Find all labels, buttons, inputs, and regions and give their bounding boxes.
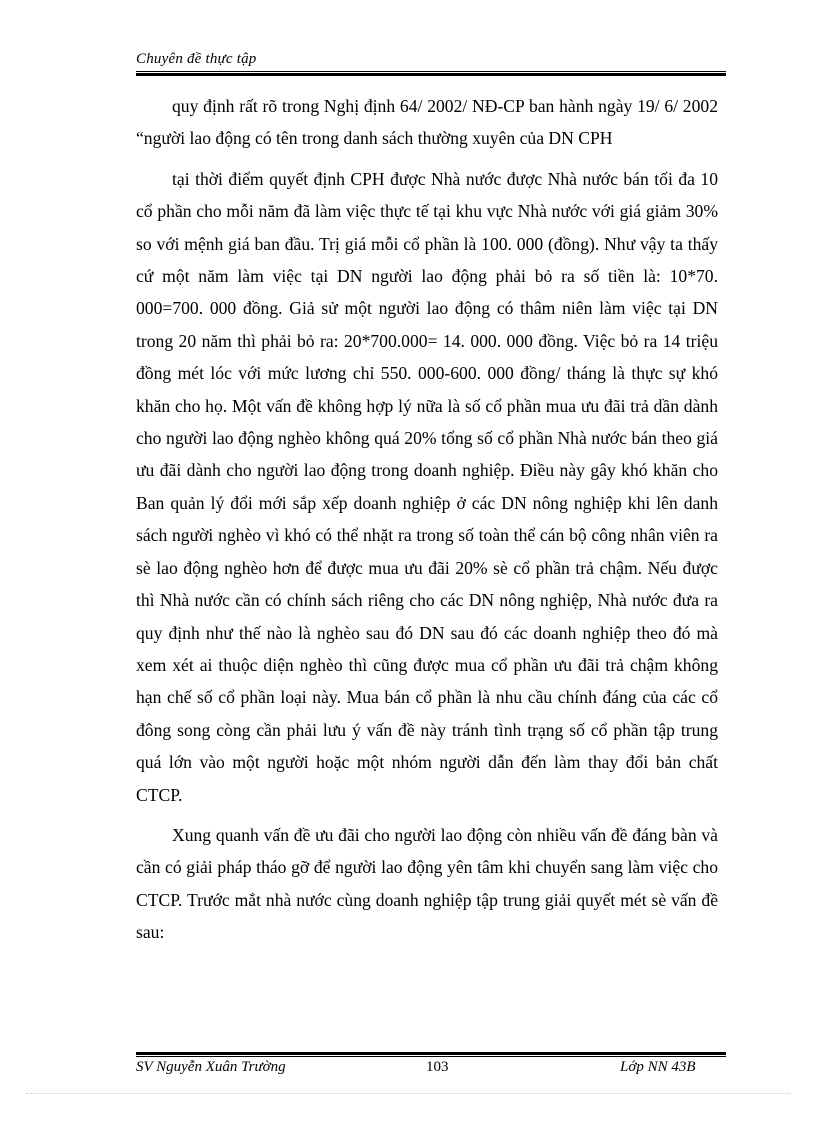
footer-author: SV Nguyễn Xuân Trường [136,1059,286,1075]
paragraph-1: quy định rất rõ trong Nghị định 64/ 2002/ NĐ-CP ban hành ngày 19/ 6/ 2002 “người lao động có tên trong danh sách thường xuyên của DN CPH [136,96,718,149]
footer-rule-thin [136,1056,726,1057]
paragraph-2: tại thời điểm quyết định CPH được Nhà nước được Nhà nước bán tối đa 10 cổ phần cho mỗi năm đã làm việc thực tế tại khu vực Nhà nước với giá giảm 30% so với mệnh giá ban đầu. Trị giá mỗi cổ phần là 100. 000 (đồng). Như vậy ta thấy cứ một năm làm việc tại DN người lao động phải bỏ ra số tiền là: 10*70. 000=700. 000 đồng. Giả sử một người lao động có thâm niên làm việc tại DN trong 20 năm thì phải bỏ ra: 20*700.000= 14. 000. 000 đồng. Việc bỏ ra 14 triệu đồng mét lóc với mức lương chỉ 550. 000-600. 000 đồng/ tháng là thực sự khó khăn cho họ. Một vấn đề không hợp lý nữa là số cổ phần mua ưu đãi trả dần dành cho người lao động nghèo không quá 20% tổng số cổ phần Nhà nước bán theo giá ưu đãi dành cho người lao động trong doanh nghiệp. Điều này gây khó khăn cho Ban quản lý đổi mới sắp xếp doanh nghiệp ở các DN nông nghiệp khi lên danh sách người nghèo vì khó có thể nhặt ra trong số toàn thể cán bộ công nhân viên ra sè lao động nghèo hơn để được mua ưu đãi 20% sè cổ phần trả chậm. Nếu được thì Nhà nước cần có chính sách riêng cho các DN nông nghiệp, Nhà nước đưa ra quy định như thế nào là nghèo sau đó DN sau đó các doanh nghiệp theo đó mà xem xét ai thuộc diện nghèo thì cũng được mua cổ phần ưu đãi trả chậm không hạn chế số cổ phần loại này. Mua bán cổ phần là nhu cầu chính đáng của các cổ đông song còng cần phải lưu ý vấn đề này tránh tình trạng số cổ phần tập trung quá lớn vào một người hoặc một nhóm người dẫn đến làm thay đổi bản chất CTCP. [136,168,718,805]
footer-rule-thick [136,1052,726,1055]
footer-class-label: Lớp NN 43B [620,1059,696,1075]
header-rule-thin [136,71,726,72]
footer-page-number: 103 [426,1059,449,1075]
header-rule-thick [136,73,726,76]
page-bottom-edge [26,1093,790,1094]
paragraph-3: Xung quanh vấn đề ưu đãi cho người lao động còn nhiều vấn đề đáng bàn và cần có giải pháp tháo gỡ để người lao động yên tâm khi chuyển sang làm việc cho CTCP. Trước mắt nhà nước cùng doanh nghiệp tập trung giải quyết mét sè vấn đề sau: [136,824,718,943]
header-title: Chuyên đề thực tập [136,51,257,67]
body-text [136,90,718,949]
